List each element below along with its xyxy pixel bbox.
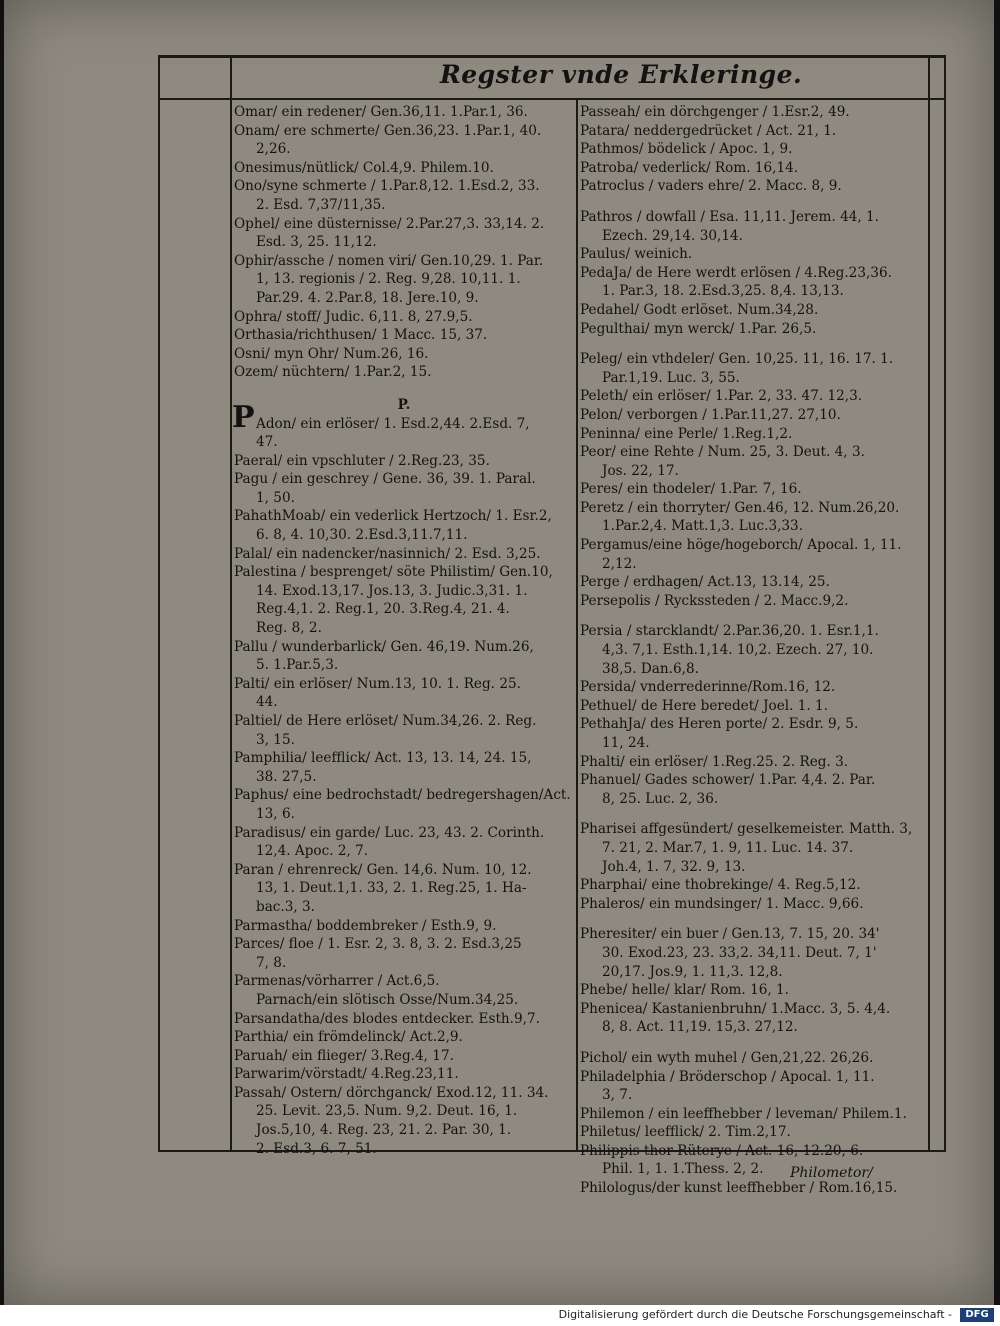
register-entry: Phalti/ ein erlöser/ 1.Reg.25. 2. Reg. 3. [580,753,849,770]
register-entry: Par.29. 4. 2.Par.8, 18. Jere.10, 9. [256,289,479,306]
register-entry: PethahJa/ des Heren porte/ 2. Esdr. 9, 5. [580,716,859,733]
register-entry: 13, 1. Deut.1,1. 33, 2. 1. Reg.25, 1. Ha- [256,880,527,897]
register-entry: Parmastha/ boddembreker / Esth.9, 9. [234,917,497,934]
register-entry: Pichol/ ein wyth muhel / Gen,21,22. 26,26. [580,1049,874,1066]
register-entry: Ezech. 29,14. 30,14. [602,227,743,244]
register-entry: Parthia/ ein frömdelinck/ Act.2,9. [234,1029,463,1046]
register-entry: Pharphai/ eine thobrekinge/ 4. Reg.5,12. [580,877,861,894]
register-entry: Paradisus/ ein garde/ Luc. 23, 43. 2. Corinth. [234,824,545,841]
first-entry-line: Adon/ ein erlöser/ 1. Esd.2,44. 2.Esd. 7, [256,415,530,432]
register-entry: Parces/ floe / 1. Esr. 2, 3. 8, 3. 2. Esd.3,25 [234,936,522,953]
register-entry: Reg. 8, 2. [256,620,322,637]
page-title: Regster vnde Erkleringe. [440,60,803,89]
register-entry: Esd. 3, 25. 11,12. [256,234,377,251]
register-entry: 2. Esd.3, 6. 7, 51. [256,1140,377,1157]
register-entry: Paltiel/ de Here erlöset/ Num.34,26. 2. Reg. [234,713,537,729]
register-entry: 25. Levit. 23,5. Num. 9,2. Deut. 16, 1. [256,1103,518,1120]
entry-gap [580,808,925,820]
register-entry: 2,12. [602,555,637,572]
register-entry: 8, 25. Luc. 2, 36. [602,790,719,807]
register-entry: Reg.4,1. 2. Reg.1, 20. 3.Reg.4, 21. 4. [256,601,510,618]
register-entry: Ophir/assche / nomen viri/ Gen.10,29. 1. Par. [234,252,544,269]
register-entry: 44. [256,694,278,711]
register-entry: 7. 21, 2. Mar.7, 1. 9, 11. Luc. 14. 37. [602,839,854,856]
register-entry: Peretz / ein thorryter/ Gen.46, 12. Num.26,20. [580,499,900,516]
register-entry: Pathros / dowfall / Esa. 11,11. Jerem. 44, 1. [580,208,879,225]
register-entry: Ophra/ stoff/ Judic. 6,11. 8, 27.9,5. [234,308,473,325]
register-entry: Parnach/ein slötisch Osse/Num.34,25. [256,991,519,1008]
register-entry: Pethuel/ de Here beredet/ Joel. 1. 1. [580,697,829,714]
dfg-logo: DFG [960,1308,994,1322]
register-entry: Phil. 1, 1. 1.Thess. 2, 2. [602,1161,764,1178]
register-entry: Peleth/ ein erlöser/ 1.Par. 2, 33. 47. 12,3. [580,388,863,405]
register-entry: 1, 50. [256,489,295,506]
register-entry: Jos.5,10, 4. Reg. 23, 21. 2. Par. 30, 1. [256,1122,512,1139]
register-entry: Phebe/ helle/ klar/ Rom. 16, 1. [580,982,789,999]
first-entry-line-cont: 47. [256,434,278,451]
entry-gap [580,196,925,208]
register-entry: Joh.4, 1. 7, 32. 9, 13. [602,858,746,875]
register-entry: 1.Par.2,4. Matt.1,3. Luc.3,33. [602,518,804,535]
left-column [234,103,574,1158]
register-entry: Persepolis / Ryckssteden / 2. Macc.9,2. [580,592,849,609]
register-entry: Pedahel/ Godt erlöset. Num.34,28. [580,301,819,318]
register-entry: Patroclus / vaders ehre/ 2. Macc. 8, 9. [580,178,842,195]
register-entry: Par.1,19. Luc. 3, 55. [602,369,740,386]
left-entries-top [234,103,574,382]
register-entry: bac.3, 3. [256,898,316,915]
register-entry: Philadelphia / Bröderschop / Apocal. 1, 11. [580,1068,875,1085]
register-entry: Pelon/ verborgen / 1.Par.11,27. 27,10. [580,406,841,423]
register-entry: 3, 15. [256,731,295,748]
frame-center-rule [576,98,578,1150]
register-entry: 2. Esd. 7,37/11,35. [256,196,386,213]
register-entry: Pallu / wunderbarlick/ Gen. 46,19. Num.26, [234,638,534,655]
entry-gap [580,1037,925,1049]
register-entry: 1. Par.3, 18. 2.Esd.3,25. 8,4. 13,13. [602,283,844,300]
register-entry: Philologus/der kunst leeffhebber / Rom.16,15. [580,1180,898,1197]
register-entry: Pamphilia/ leefflick/ Act. 13, 13. 14, 24. 15, [234,750,532,767]
register-entry: PedaJa/ de Here werdt erlösen / 4.Reg.23,36. [580,264,892,281]
register-entry: Paran / ehrenreck/ Gen. 14,6. Num. 10, 12. [234,861,532,878]
register-entry: 1, 13. regionis / 2. Reg. 9,28. 10,11. 1. [256,271,521,288]
register-entry: Parsandatha/des blodes entdecker. Esth.9,7. [234,1010,540,1027]
register-entry: Ozem/ nüchtern/ 1.Par.2, 15. [234,364,432,381]
register-entry: Palestina / besprenget/ söte Philistim/ Gen.10, [234,564,553,581]
register-entry: 11, 24. [602,735,650,751]
entry-gap [580,913,925,925]
register-entry: Orthasia/richthusen/ 1 Macc. 15, 37. [234,327,488,344]
frame-top-rule [158,55,946,58]
register-entry: Paulus/ weinich. [580,246,693,263]
register-entry: Onesimus/nütlick/ Col.4,9. Philem.10. [234,159,494,176]
footer-bar [0,1305,1000,1326]
register-entry: 30. Exod.23, 23. 33,2. 34,11. Deut. 7, 1' [602,944,877,961]
register-entry: Passah/ Ostern/ dörchganck/ Exod.12, 11. 34. [234,1084,549,1101]
dropcap: P [232,399,255,435]
register-entry: Perge / erdhagen/ Act.13, 13.14, 25. [580,574,830,591]
frame-left-rule-inner [230,55,232,1152]
register-entry: 6. 8, 4. 10,30. 2.Esd.3,11.7,11. [256,527,468,544]
register-entry: Parmenas/vörharrer / Act.6,5. [234,973,440,990]
register-entry: 12,4. Apoc. 2, 7. [256,843,369,860]
register-entry: Jos. 22, 17. [602,462,679,479]
register-entry: Parwarim/vörstadt/ 4.Reg.23,11. [234,1066,459,1083]
register-entry: Osni/ myn Ohr/ Num.26, 16. [234,345,429,362]
register-entry: Paeral/ ein vpschluter / 2.Reg.23, 35. [234,452,490,469]
register-entry: Pathmos/ bödelick / Apoc. 1, 9. [580,141,793,158]
register-entry: 3, 7. [602,1087,633,1104]
register-entry: Philetus/ leefflick/ 2. Tim.2,17. [580,1124,791,1141]
register-entry: Phanuel/ Gades schower/ 1.Par. 4,4. 2. Par. [580,772,876,789]
frame-left-rule-outer [158,55,160,1152]
register-entry: 13, 6. [256,805,295,822]
register-entry: Palti/ ein erlöser/ Num.13, 10. 1. Reg. 25. [234,675,521,692]
register-entry: Peninna/ eine Perle/ 1.Reg.1,2. [580,425,793,442]
frame-right-rule-outer [944,55,946,1152]
register-entry: Ono/syne schmerte / 1.Par.8,12. 1.Esd.2, 33. [234,178,540,195]
register-entry: Onam/ ere schmerte/ Gen.36,23. 1.Par.1, 40. [234,122,542,139]
register-entry: 5. 1.Par.5,3. [256,657,339,674]
register-entry: Peres/ ein thodeler/ 1.Par. 7, 16. [580,481,802,498]
section-letter: P. [397,396,411,413]
register-entry: Phenicea/ Kastanienbruhn/ 1.Macc. 3, 5. 4,4. [580,1000,891,1017]
register-entry: 20,17. Jos.9, 1. 11,3. 12,8. [602,963,783,980]
register-entry: Passeah/ ein dörchgenger / 1.Esr.2, 49. [580,104,850,120]
register-entry: Pegulthai/ myn werck/ 1.Par. 26,5. [580,320,817,337]
register-entry: Pheresiter/ ein buer / Gen.13, 7. 15, 20. 34' [580,926,880,943]
register-entry: 2,26. [256,141,291,158]
frame-header-rule [158,98,946,100]
register-entry: PahathMoab/ ein vederlick Hertzoch/ 1. Esr.2, [234,508,552,525]
right-column [580,103,925,1198]
register-entry: Pharisei affgesündert/ geselkemeister. Matth. 3, [580,821,913,838]
register-entry: 14. Exod.13,17. Jos.13, 3. Judic.3,31. 1. [256,582,528,599]
register-entry: 8, 8. Act. 11,19. 15,3. 27,12. [602,1019,798,1036]
catchword: Philometor/ [790,1165,873,1181]
left-entries-p [234,452,574,1159]
register-entry: Omar/ ein redener/ Gen.36,11. 1.Par.1, 36. [234,104,528,120]
register-entry: Palal/ ein nadencker/nasinnich/ 2. Esd. 3,25. [234,545,541,562]
footer-credit: Digitalisierung gefördert durch die Deutsche Forschungsgemeinschaft - [558,1308,952,1321]
entry-gap [580,610,925,622]
frame-right-rule-inner [928,55,930,1152]
register-entry: Paruah/ ein flieger/ 3.Reg.4, 17. [234,1047,454,1064]
register-entry: 4,3. 7,1. Esth.1,14. 10,2. Ezech. 27, 10. [602,642,874,659]
register-entry: Phaleros/ ein mundsinger/ 1. Macc. 9,66. [580,895,864,912]
entry-gap [580,338,925,350]
register-entry: Pagu / ein geschrey / Gene. 36, 39. 1. Paral. [234,471,536,488]
register-entry: Pergamus/eine höge/hogeborch/ Apocal. 1, 11. [580,537,902,554]
register-page [150,40,950,1200]
register-entry: Paphus/ eine bedrochstadt/ bedregershagen/Act. [234,787,571,804]
register-entry: Philippis thor Rüterye / Act. 16, 12.20, 6. [580,1142,864,1159]
register-entry: Peleg/ ein vthdeler/ Gen. 10,25. 11, 16. 17. 1. [580,351,894,368]
register-entry: Patara/ neddergedrücket / Act. 21, 1. [580,122,837,139]
register-entry: Philemon / ein leeffhebber / leveman/ Philem.1. [580,1105,907,1122]
register-entry: Peor/ eine Rehte / Num. 25, 3. Deut. 4, 3. [580,444,865,461]
first-p-entry [232,399,574,452]
register-entry: 38. 27,5. [256,768,317,785]
register-entry: 38,5. Dan.6,8. [602,660,699,677]
register-entry: 7, 8. [256,954,287,971]
register-entry: Persida/ vnderrederinne/Rom.16, 12. [580,679,836,696]
register-entry: Patroba/ vederlick/ Rom. 16,14. [580,159,799,176]
register-entry: Persia / starcklandt/ 2.Par.36,20. 1. Esr.1,1. [580,623,879,640]
register-entry: Ophel/ eine düsternisse/ 2.Par.27,3. 33,14. 2. [234,215,545,232]
